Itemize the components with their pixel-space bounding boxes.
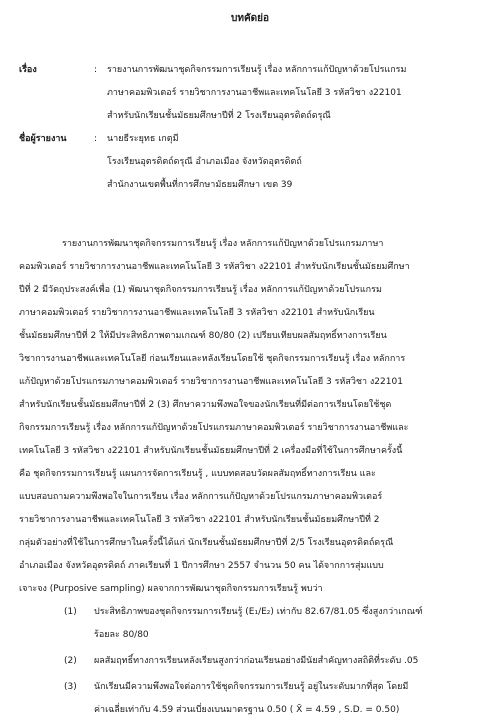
paragraph-line: คือ ชุดกิจกรรมการเรียนรู้ แผนการจัดการเรียนรู้ , แบบทดสอบวัดผลสัมฤทธิ์ทางการเรียน และ [19, 469, 376, 479]
paragraph-line: วิชาการงานอาชีพและเทคโนโลยี ก่อนเรียนและหลังเรียนโดยใช้ ชุดกิจกรรมการเรียนรู้ เรื่อง หลักการ [19, 354, 406, 364]
subject-line: สำหรับนักเรียนชั้นมัธยมศึกษาปีที่ 2 โรงเรียนอุตรดิตถ์ดรุณี [107, 111, 331, 121]
paragraph-line: ภาษาคอมพิวเตอร์ รายวิชาการงานอาชีพและเทคโนโลยี 3 รหัสวิชา ง22101 สำหรับนักเรียน [19, 308, 375, 318]
paragraph-line: กลุ่มตัวอย่างที่ใช้ในการศึกษาในครั้งนี้ได้แก่ นักเรียนชั้นมัธยมศึกษาปีที่ 2/5 โรงเรียนอุตรดิตถ์ดรุณี [19, 538, 394, 548]
reporter-line: สำนักงานเขตพื้นที่การศึกษามัธยมศึกษา เขต 39 [107, 180, 293, 190]
subject-line: ภาษาคอมพิวเตอร์ รายวิชาการงานอาชีพและเทคโนโลยี 3 รหัสวิชา ง22101 [107, 88, 402, 98]
paragraph-line: อำเภอเมือง จังหวัดอุตรดิตถ์ ภาคเรียนที่ 1 ปีการศึกษา 2557 จำนวน 50 คน ได้จากการสุ่มแบบ [19, 561, 384, 571]
reporter-colon: : [94, 134, 98, 144]
result-number: (1) [64, 607, 77, 617]
result-line: ร้อยละ 80/80 [94, 630, 149, 640]
subject-colon: : [94, 65, 98, 75]
result-line: ค่าเฉลี่ยเท่ากับ 4.59 ส่วนเบี่ยงเบนมาตรฐาน 0.50 ( X̄ = 4.59 , S.D. = 0.50) [94, 705, 400, 715]
reporter-label: ชื่อผู้รายงาน [19, 134, 67, 144]
paragraph-line: แบบสอบถามความพึงพอใจในการเรียน เรื่อง หลักการแก้ปัญหาด้วยโปรแกรมภาษาคอมพิวเตอร์ [19, 492, 383, 502]
subject-label: เรื่อง [19, 65, 37, 75]
paragraph-line: ชั้นมัธยมศึกษาปีที่ 2 ให้มีประสิทธิภาพตามเกณฑ์ 80/80 (2) เปรียบเทียบผลสัมฤทธิ์ทางการเรียน [19, 331, 387, 341]
reporter-line: โรงเรียนอุตรดิตถ์ดรุณี อำเภอเมือง จังหวัดอุตรดิตถ์ [107, 157, 302, 167]
result-line: นักเรียนมีความพึงพอใจต่อการใช้ชุดกิจกรรมการเรียนรู้ อยู่ในระดับมากที่สุด โดยมี [94, 682, 409, 692]
paragraph-line: กิจกรรมการเรียนรู้ เรื่อง หลักการแก้ปัญหาด้วยโปรแกรมภาษาคอมพิวเตอร์ รายวิชาการงานอาชีพและ [19, 423, 409, 433]
paragraph-line: แก้ปัญหาด้วยโปรแกรมภาษาคอมพิวเตอร์ รายวิชาการงานอาชีพและเทคโนโลยี 3 รหัสวิชา ง22101 [19, 377, 403, 387]
paragraph-line: ปีที่ 2 มีวัตถุประสงค์เพื่อ (1) พัฒนาชุดกิจกรรมการเรียนรู้ เรื่อง หลักการแก้ปัญหาด้วยโปรแกรม [19, 285, 382, 295]
paragraph-line: เทคโนโลยี 3 รหัสวิชา ง22101 สำหรับนักเรียนชั้นมัธยมศึกษาปีที่ 2 เครื่องมือที่ใช้ในการศึกษาครั้งนี้ [19, 446, 403, 456]
paragraph-line: คอมพิวเตอร์ รายวิชาการงานอาชีพและเทคโนโลยี 3 รหัสวิชา ง22101 สำหรับนักเรียนชั้นมัธยมศึกษา [19, 262, 410, 272]
result-line: ผลสัมฤทธิ์ทางการเรียนหลังเรียนสูงกว่าก่อนเรียนอย่างมีนัยสำคัญทางสถิติที่ระดับ .05 [94, 656, 419, 666]
reporter-line: นายธีระยุทธ เกตุมี [107, 134, 179, 144]
paragraph-line: เจาะจง (Purposive sampling) ผลจากการพัฒนาชุดกิจกรรมการเรียนรู้ พบว่า [19, 584, 323, 594]
subject-line: รายงานการพัฒนาชุดกิจกรรมการเรียนรู้ เรื่อง หลักการแก้ปัญหาด้วยโปรแกรม [107, 65, 407, 75]
paragraph-line: รายวิชาการงานอาชีพและเทคโนโลยี 3 รหัสวิชา ง22101 สำหรับนักเรียนชั้นมัธยมศึกษาปีที่ 2 [19, 515, 380, 525]
result-number: (3) [64, 682, 77, 692]
paragraph-line: สำหรับนักเรียนชั้นมัธยมศึกษาปีที่ 2 (3) ศึกษาความพึงพอใจของนักเรียนที่มีต่อการเรียนโดยใช้ชุด [19, 400, 392, 410]
result-line: ประสิทธิภาพของชุดกิจกรรมการเรียนรู้ (E₁/E₂) เท่ากับ 82.67/81.05 ซึ่งสูงกว่าเกณฑ์ [94, 607, 423, 617]
result-number: (2) [64, 656, 77, 666]
page-title: บทคัดย่อ [231, 13, 269, 24]
paragraph-line: รายงานการพัฒนาชุดกิจกรรมการเรียนรู้ เรื่อง หลักการแก้ปัญหาด้วยโปรแกรมภาษา [62, 239, 384, 249]
